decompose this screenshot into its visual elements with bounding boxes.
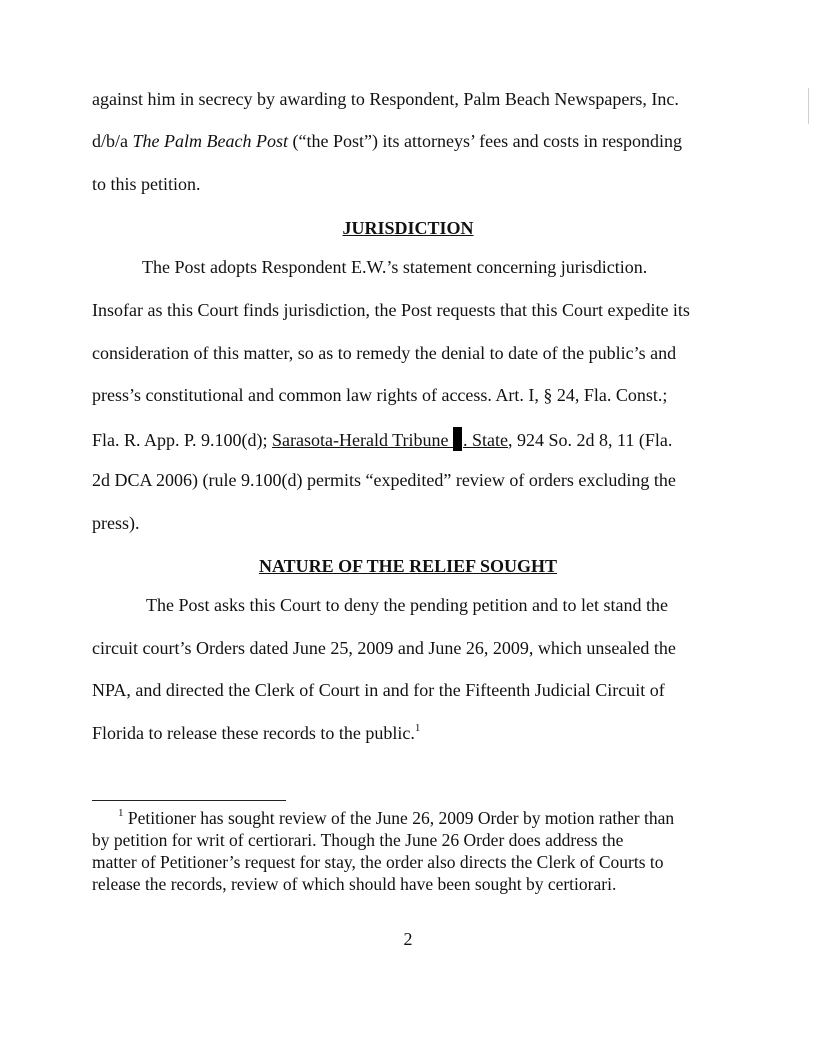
paragraph-line	[142, 256, 647, 278]
text: by petition for writ of certiorari. Though the June 26 Order does address the	[92, 830, 624, 850]
case-citation: . State	[463, 430, 508, 450]
paragraph-line	[92, 469, 676, 491]
paragraph-line	[92, 173, 201, 195]
paragraph-line	[146, 594, 668, 616]
text: Florida to release these records to the public.	[92, 723, 415, 743]
text: against him in secrecy by awarding to Respondent, Palm Beach Newspapers, Inc.	[92, 89, 679, 109]
text: circuit court’s Orders dated June 25, 2009 and June 26, 2009, which unsealed the	[92, 638, 676, 658]
text: d/b/a	[92, 131, 133, 151]
paragraph-line	[92, 299, 690, 321]
footnote-line	[92, 852, 664, 873]
footnote-line	[118, 808, 674, 829]
paragraph-line	[92, 512, 140, 534]
text: (“the Post”) its attorneys’ fees and costs in responding	[287, 131, 683, 151]
paragraph-line	[92, 722, 420, 744]
text: press’s constitutional and common law rights of access. Art. I, § 24, Fla. Const.;	[92, 385, 668, 405]
section-heading-jurisdiction: JURISDICTION	[342, 218, 474, 238]
footnote-reference[interactable]: 1	[414, 722, 421, 734]
text: Petitioner has sought review of the June 26, 2009 Order by motion rather than	[123, 808, 675, 828]
text: matter of Petitioner’s request for stay, the order also directs the Clerk of Courts to	[92, 852, 664, 872]
text: 2d DCA 2006) (rule 9.100(d) permits “expedited” review of orders excluding the	[92, 470, 676, 490]
text: release the records, review of which should have been sought by certiorari.	[92, 874, 617, 894]
paragraph-line	[92, 130, 682, 152]
text: Fla. R. App. P. 9.100(d);	[92, 430, 273, 450]
footnote-marker: 1	[118, 807, 124, 819]
scan-edge-mark	[808, 88, 809, 124]
text: Insofar as this Court finds jurisdiction, the Post requests that this Court expedite its	[92, 300, 690, 320]
text: press).	[92, 513, 140, 533]
text: NPA, and directed the Clerk of Court in and for the Fifteenth Judicial Circuit of	[92, 680, 665, 700]
newspaper-title: The Palm Beach Post	[132, 131, 288, 151]
footnote-line	[92, 830, 623, 851]
paragraph-line	[92, 88, 679, 110]
section-heading-relief: NATURE OF THE RELIEF SOUGHT	[258, 556, 558, 576]
case-citation: Sarasota-Herald Tribune	[272, 430, 453, 450]
footnote-divider	[92, 800, 286, 801]
paragraph-line	[92, 427, 672, 451]
redaction-mark	[453, 427, 462, 451]
footnote-line	[92, 874, 616, 895]
paragraph-line	[92, 342, 676, 364]
text: The Post adopts Respondent E.W.’s statement concerning jurisdiction.	[142, 257, 648, 277]
paragraph-line	[92, 679, 665, 701]
page-number: 2	[403, 929, 413, 949]
paragraph-line	[92, 637, 676, 659]
text: to this petition.	[92, 174, 201, 194]
text: consideration of this matter, so as to remedy the denial to date of the public’s and	[92, 343, 677, 363]
paragraph-line	[92, 384, 667, 406]
text: , 924 So. 2d 8, 11 (Fla.	[508, 430, 673, 450]
text: The Post asks this Court to deny the pending petition and to let stand the	[146, 595, 668, 615]
